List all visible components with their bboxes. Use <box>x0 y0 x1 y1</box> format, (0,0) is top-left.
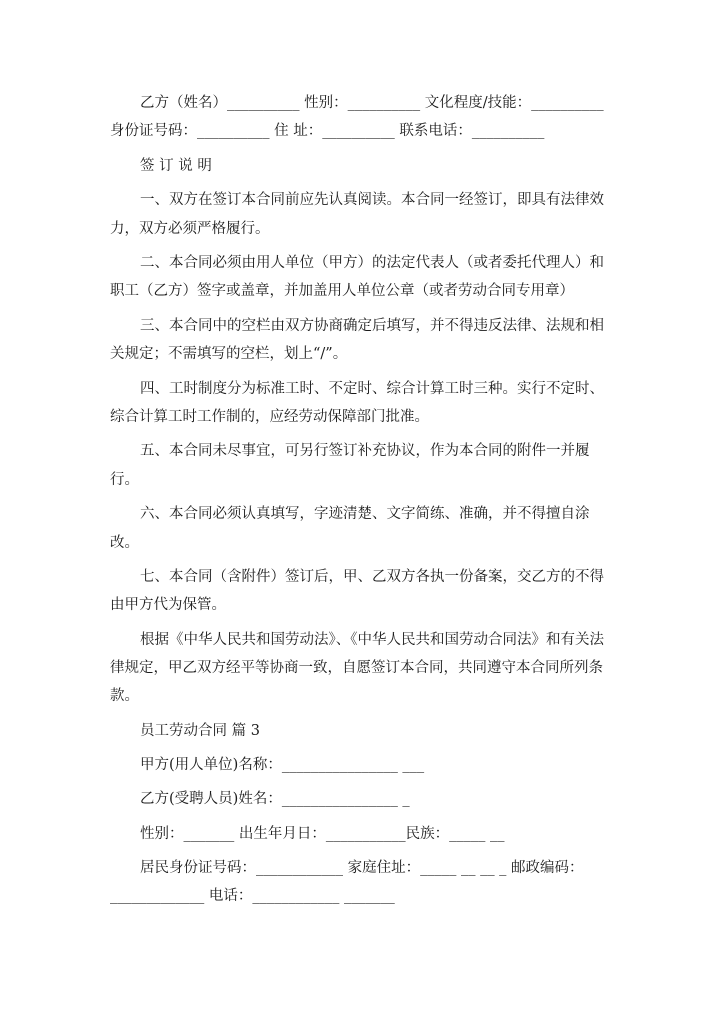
phone-line: _____________ 电话：____________ _______ <box>110 888 395 904</box>
note-4-line-2: 综合计算工时工作制的，应经劳动保障部门批准。 <box>110 409 429 425</box>
party-b-employee-name-line: 乙方(受聘人员)姓名：________________ _ <box>140 791 410 807</box>
note-2-line-2: 职工（乙方）签字或盖章，并加盖用人单位公章（或者劳动合同专用章） <box>110 283 574 299</box>
note-7-line-2: 由甲方代为保管。 <box>110 597 226 613</box>
note-5-line-1: 五、本合同未尽事宜，可另行签订补充协议，作为本合同的附件一并履 <box>140 443 590 459</box>
party-b-id-address-line: 身份证号码：__________ 住 址：__________ 联系电话：__________ <box>110 123 545 139</box>
note-7-line-1: 七、本合同（含附件）签订后，甲、乙双方各执一份备案，交乙方的不得 <box>140 569 604 585</box>
gender-birth-ethnicity-line: 性别：_______ 出生年月日：___________民族：_____ __ <box>140 826 505 842</box>
note-4-line-1: 四、工时制度分为标准工时、不定时、综合计算工时三种。实行不定时、 <box>140 381 604 397</box>
note-3-line-2: 关规定；不需填写的空栏，划上“/”。 <box>110 346 348 362</box>
preamble-line-3: 款。 <box>110 688 139 704</box>
note-3-line-1: 三、本合同中的空栏由双方协商确定后填写，并不得违反法律、法规和相 <box>140 318 604 334</box>
note-5-line-2: 行。 <box>110 472 139 488</box>
preamble-line-2: 律规定，甲乙双方经平等协商一致，自愿签订本合同，共同遵守本合同所列条 <box>110 660 603 676</box>
section-title: 员工劳动合同 篇 3 <box>140 723 260 739</box>
preamble-line-1: 根据《中华人民共和国劳动法》、《中华人民共和国劳动合同法》和有关法 <box>140 632 604 648</box>
note-6-line-2: 改。 <box>110 535 139 551</box>
party-b-name-line: 乙方（姓名）__________ 性别：__________ 文化程度/技能：__________ <box>140 95 604 111</box>
party-a-name-line: 甲方(用人单位)名称：________________ ___ <box>140 757 425 773</box>
note-6-line-1: 六、本合同必须认真填写，字迹清楚、文字简练、准确，并不得擅自涂 <box>140 506 590 522</box>
note-2-line-1: 二、本合同必须由用人单位（甲方）的法定代表人（或者委托代理人）和 <box>140 255 604 271</box>
note-1-line-2: 力，双方必须严格履行。 <box>110 221 270 237</box>
signing-notes-heading: 签 订 说 明 <box>140 158 212 174</box>
note-1-line-1: 一、双方在签订本合同前应先认真阅读。本合同一经签订，即具有法律效 <box>140 192 604 208</box>
id-address-postcode-line: 居民身份证号码：____________ 家庭住址：_____ __ __ _ 邮政编码： <box>140 860 584 876</box>
